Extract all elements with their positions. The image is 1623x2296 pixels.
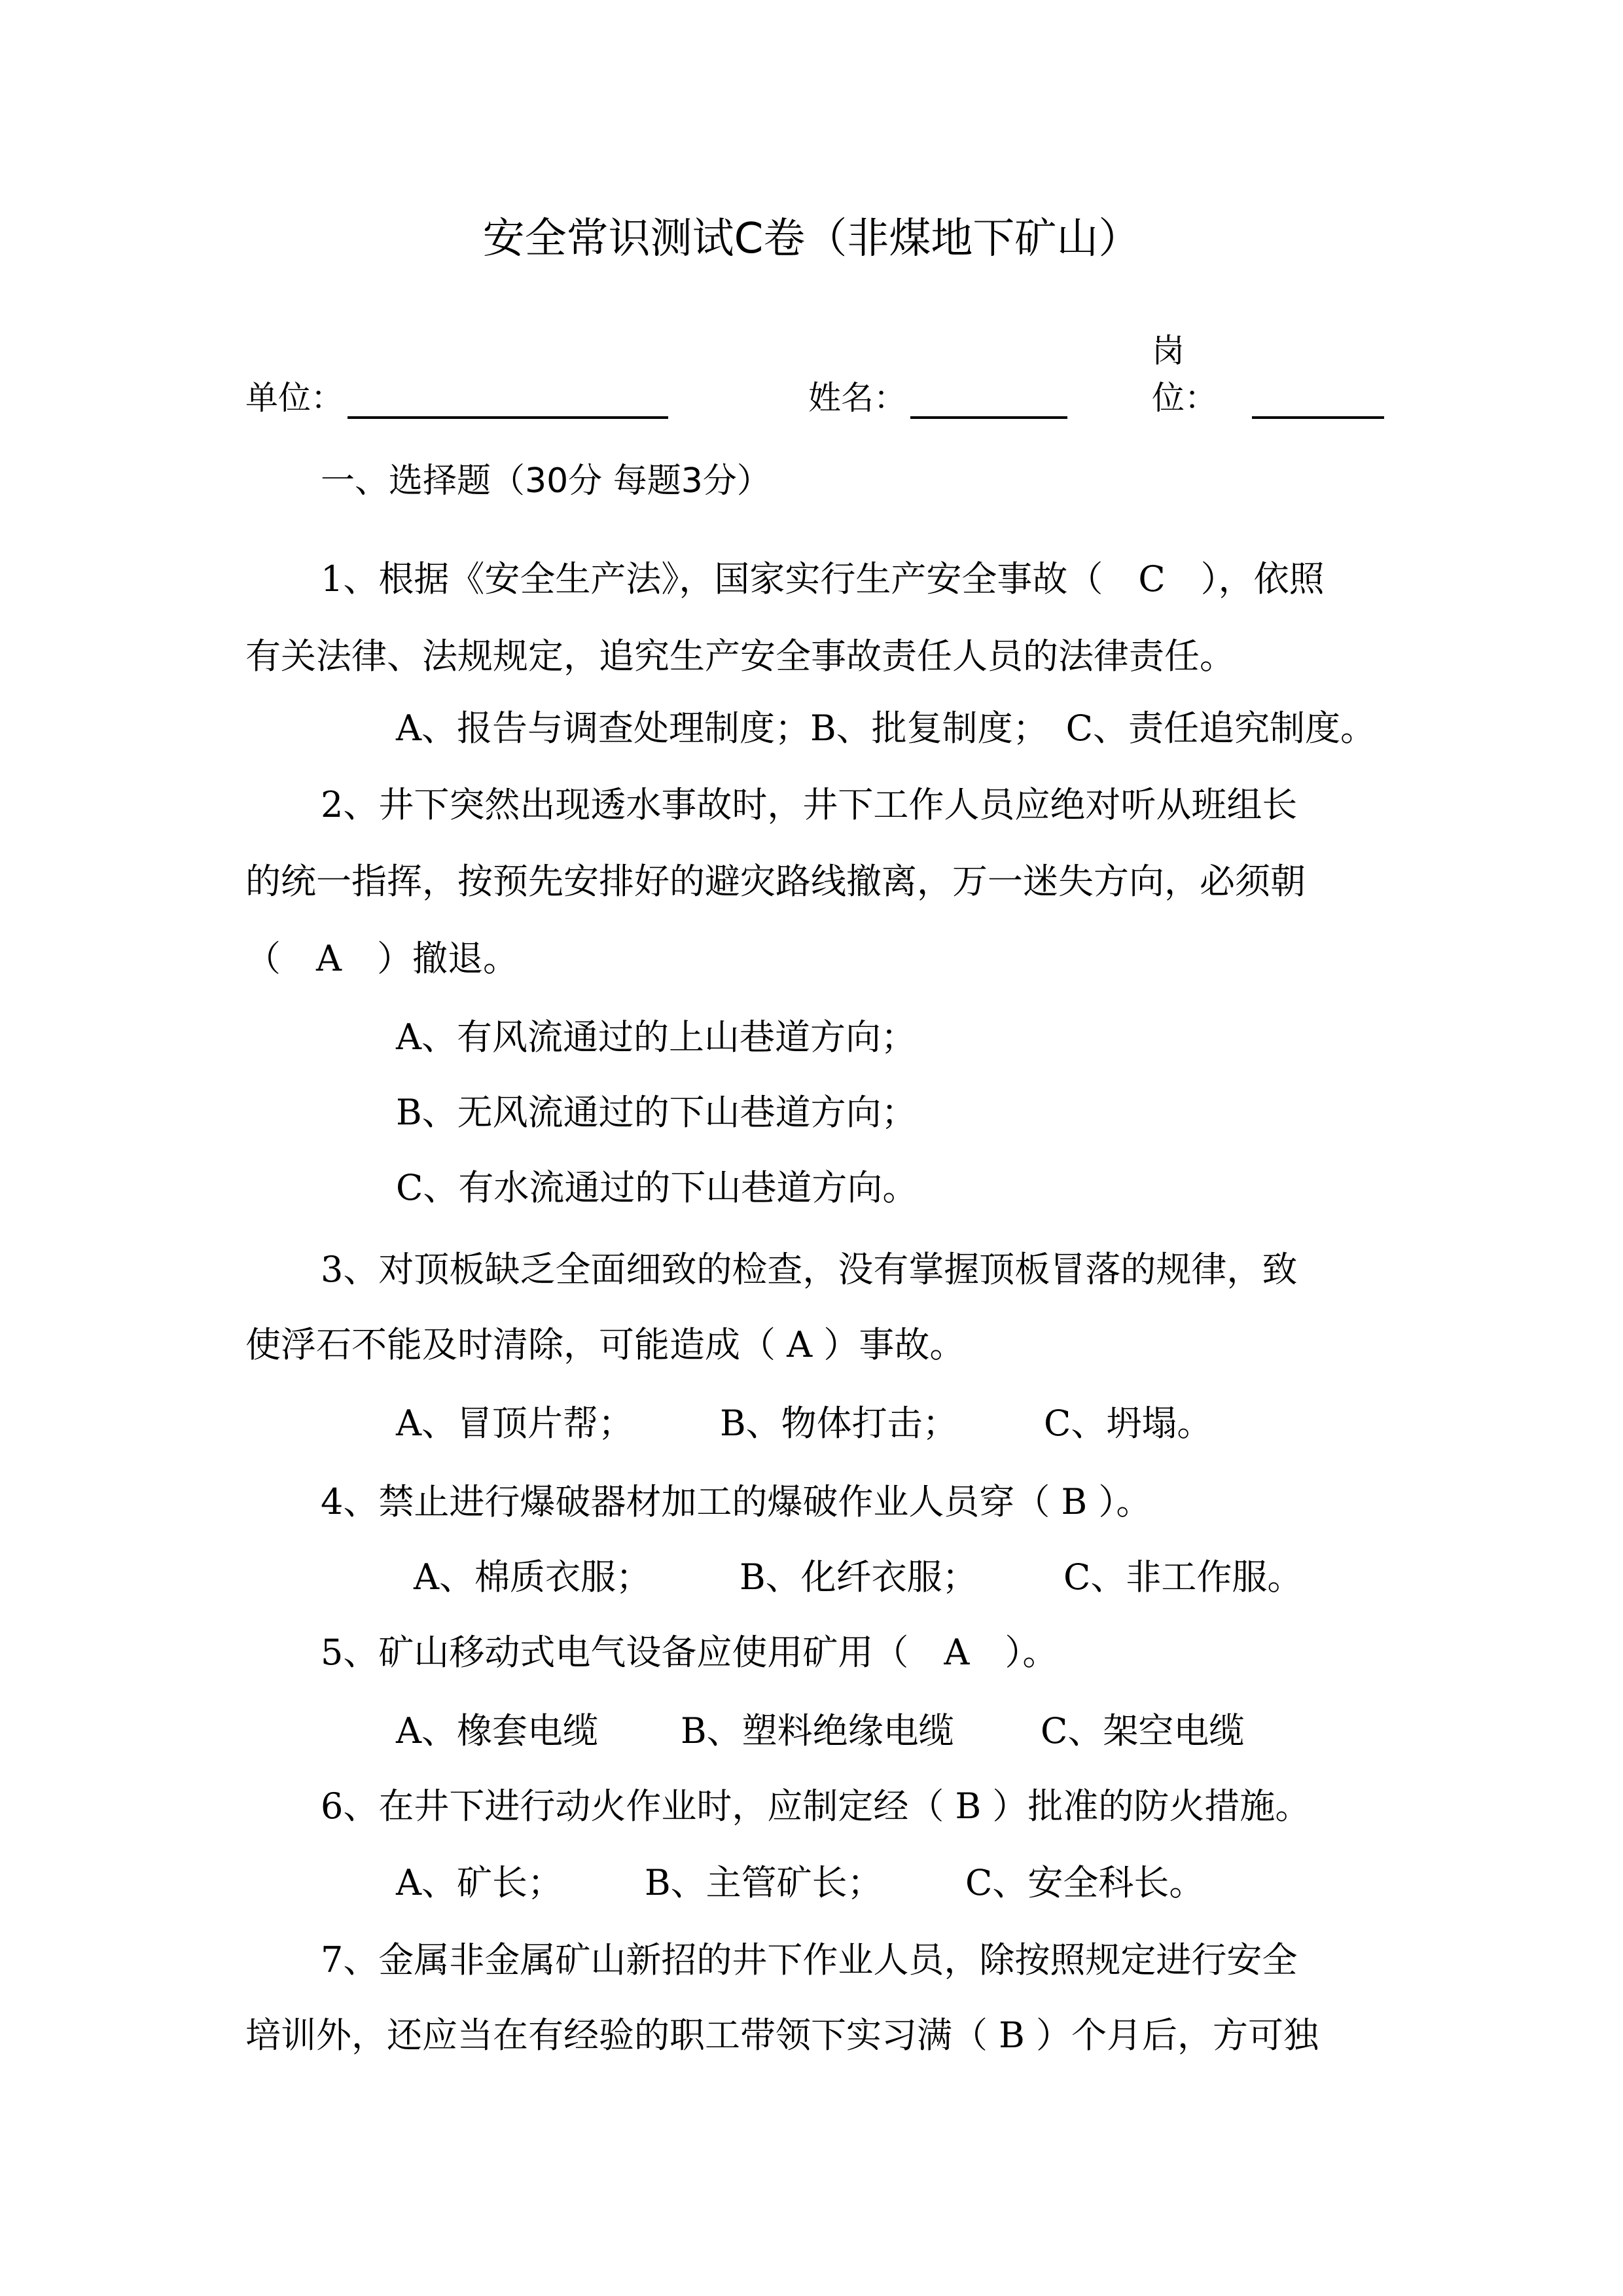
question-options: A、报告与调查处理制度；B、批复制度； C、责任追究制度。	[396, 708, 1376, 749]
option-c: C、架空电缆	[1041, 1710, 1245, 1751]
question-text: 3、对顶板缺乏全面细致的检查，没有掌握顶板冒落的规律，致	[321, 1249, 1298, 1290]
position-label: 岗位：	[1152, 332, 1217, 417]
question-text: 6、在井下进行动火作业时，应制定经（ B ）批准的防火措施。	[321, 1785, 1311, 1827]
question-text: 4、禁止进行爆破器材加工的爆破作业人员穿（ B ）。	[321, 1481, 1152, 1522]
position-blank[interactable]	[1252, 378, 1384, 419]
option-b: B、无风流通过的下山巷道方向；	[396, 1092, 917, 1133]
name-label: 姓名：	[808, 379, 906, 417]
option-c: C、安全科长。	[965, 1862, 1205, 1903]
option-a: A、冒顶片帮；	[396, 1403, 633, 1444]
option-a: A、矿长；	[396, 1862, 563, 1903]
option-b: B、塑料绝缘电缆	[681, 1710, 954, 1751]
question-text: 的统一指挥，按预先安排好的避灾路线撤离，万一迷失方向，必须朝	[245, 861, 1306, 902]
unit-label: 单位：	[245, 379, 344, 417]
position-field	[1152, 332, 1384, 419]
option-c: C、坍塌。	[1044, 1403, 1213, 1444]
option-a: A、有风流通过的上山巷道方向；	[396, 1016, 916, 1058]
option-a: A、棉质衣服；	[414, 1556, 651, 1598]
question-text: 7、金属非金属矿山新招的井下作业人员，除按照规定进行安全	[321, 1939, 1298, 1981]
option-c: C、非工作服。	[1063, 1556, 1303, 1598]
option-b: B、主管矿长；	[645, 1862, 883, 1903]
option-b: B、物体打击；	[720, 1403, 958, 1444]
question-text: 有关法律、法规规定，追究生产安全事故责任人员的法律责任。	[245, 636, 1235, 677]
section-heading: 一、选择题（30分 每题3分）	[321, 461, 771, 501]
page-title: 安全常识测试C卷（非煤地下矿山）	[482, 215, 1141, 263]
unit-field	[245, 367, 668, 419]
question-text: 5、矿山移动式电气设备应使用矿用（ A ）。	[321, 1632, 1058, 1673]
question-text: 2、井下突然出现透水事故时，井下工作人员应绝对听从班组长	[321, 784, 1298, 825]
question-text: （ A ）撤退。	[245, 938, 518, 979]
name-field	[808, 367, 1067, 419]
question-text: 使浮石不能及时清除，可能造成（ A ）事故。	[245, 1324, 965, 1365]
name-blank[interactable]	[910, 378, 1067, 419]
option-c: C、有水流通过的下山巷道方向。	[396, 1167, 918, 1208]
option-a: A、橡套电缆	[396, 1710, 598, 1751]
question-text: 培训外，还应当在有经验的职工带领下实习满（ B ）个月后，方可独	[245, 2015, 1319, 2056]
option-b: B、化纤衣服；	[740, 1556, 978, 1598]
header-fields	[245, 332, 1384, 419]
unit-blank[interactable]	[348, 378, 668, 419]
question-text: 1、根据《安全生产法》，国家实行生产安全事故（ C ），依照	[321, 558, 1325, 600]
